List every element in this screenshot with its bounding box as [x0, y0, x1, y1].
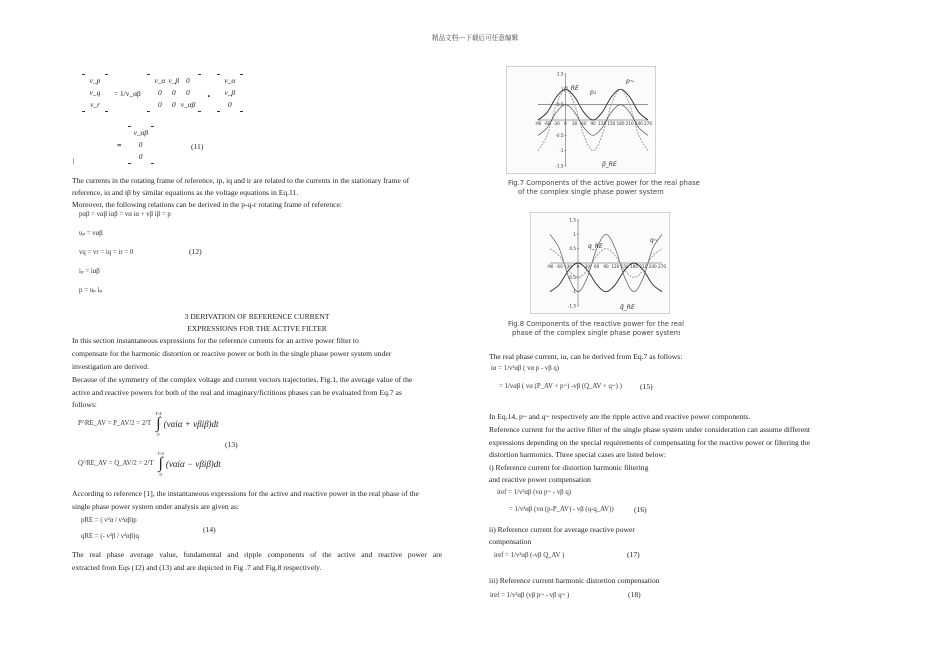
y-tick-label: -0.5 [555, 132, 564, 138]
result-cell: v_αβ [133, 128, 149, 137]
paragraph-line: The real phase current, iα, can be derived from Eq.7 as follows: [489, 352, 683, 361]
x-tick-label: 30 [584, 264, 591, 269]
x-tick-label: -30 [565, 264, 573, 269]
fig7-label-p1: p₁ [590, 89, 597, 96]
x-tick-label: -30 [552, 121, 560, 126]
x-tick-label: 150 [607, 121, 616, 126]
paragraph-line: According to reference [1], the instantaneous expressions for the active and reactive power in the real phase of the [72, 489, 419, 498]
y-tick-label: 1 [573, 231, 576, 237]
eq15-number: (15) [640, 382, 653, 391]
m-cell: v_α [154, 76, 166, 85]
case-heading: i) Reference current for distortion harmonic filtering [489, 463, 649, 472]
eq13-integrand2: (vαiα − vβiβ)dt [165, 459, 221, 469]
x-tick-label: 120 [598, 121, 607, 126]
paragraph-line: investigation are derived. [72, 362, 149, 371]
paragraph-line: expressions depending on the special requirements of compensating for the reactive power or filtering the [489, 438, 810, 447]
paragraph-line: active and reactive powers for both of the real and imaginary/fictitious phases can be evaluated from Eq.7 as [72, 388, 402, 397]
eq12-line: pαβ = vαβ iαβ = vα iα + vβ iβ = p [79, 211, 171, 218]
paragraph-line: single phase power system under analysis are given as: [72, 502, 240, 511]
eq14-number: (14) [203, 525, 216, 534]
paragraph-line: The currents in the rotating frame of reference, ip, iq and ir are related to the currents in the stationary frame of [72, 176, 410, 185]
case-heading-line2: compensation [489, 537, 532, 546]
paragraph-line: Moreover, the following relations can be derived in the p-q-r rotating frame of reference: [72, 200, 343, 209]
integral-glyph: ∫ [158, 455, 163, 472]
result-cell: 0 [138, 152, 143, 161]
x-tick-label: 0 [576, 264, 580, 269]
x-tick-label: 60 [593, 264, 600, 269]
x-tick-label: -90 [546, 264, 554, 269]
text-cursor: | [73, 156, 75, 165]
fig7-caption-line2: of the complex single phase power system [518, 188, 664, 196]
lhs-v-p: v_p [89, 76, 101, 85]
paragraph-line: In this section instantaneous expressions for the reference currents for an active power filter to [72, 336, 359, 345]
section-heading: 3 DERIVATION OF REFERENCE CURRENT [184, 312, 330, 321]
y-tick-label: -1 [571, 289, 576, 295]
eq17-line: iref = 1/v²αβ (-vβ Q_AV ) [494, 552, 565, 559]
equation-11-result [117, 126, 154, 164]
eq16-line: iref = 1/v²αβ (vα p~ - vβ q) [497, 489, 571, 496]
m-cell: v_β [168, 76, 180, 85]
paragraph-line: compensate for the harmonic distortion or reactive power or both in the single phase power system under [72, 349, 392, 358]
case-heading: iii) Reference current harmonic distortion compensation [489, 576, 660, 585]
integral-upper: T/4 [157, 451, 164, 456]
m-cell: 0 [185, 88, 190, 97]
y-tick-label: 0.5 [556, 102, 564, 108]
eq18-line: iref = 1/v²αβ (vβ p~ - vβ q~ ) [490, 592, 570, 599]
x-tick-label: -60 [543, 121, 551, 126]
x-tick-label: 60 [581, 121, 587, 126]
fig7-label-pre: p_RE [564, 85, 579, 92]
fig8-chart [530, 212, 670, 314]
fig7-caption-line1: Fig.7 Components of the active power for the real phase [508, 179, 700, 187]
rhs-cell: 0 [227, 100, 232, 109]
x-tick-label: 30 [571, 121, 578, 126]
y-tick-label: 1.5 [569, 217, 576, 223]
lhs-v-r: v_r [90, 100, 100, 109]
x-tick-label: -60 [555, 264, 563, 269]
eq16-line: = 1/v²αβ (vα (p-P_AV) - vβ (q-q_AV)) [509, 506, 614, 513]
paragraph-line: extracted from Eqs (12) and (13) and are depicted in Fig .7 and Fig.8 respectively. [72, 563, 322, 572]
x-tick-label: 240 [634, 121, 643, 126]
y-tick-label: 1 [560, 86, 564, 92]
m-cell: 0 [171, 88, 176, 97]
paragraph-line: reference, iα and iβ by similar equations as the voltage equations in Eq.11. [72, 188, 299, 197]
section-heading-line2: EXPRESSIONS FOR THE ACTIVE FILTER [187, 324, 327, 333]
x-tick-label: 210 [625, 121, 634, 126]
x-tick-label: 180 [616, 121, 625, 126]
eq13-line2 [78, 451, 221, 477]
eq16-number: (16) [634, 505, 647, 514]
x-tick-label: 90 [603, 264, 609, 269]
eq12-number: (12) [189, 247, 202, 256]
y-tick-label: -1.5 [567, 303, 576, 309]
eq11-factor: = 1/v_αβ [114, 88, 141, 98]
integral-upper: T/4 [155, 411, 162, 416]
x-tick-label: 0 [564, 121, 567, 126]
fig8-label-qr: q~ [650, 237, 659, 244]
eq18-number: (18) [628, 590, 641, 599]
fig8-label-qre: q_RE [588, 243, 603, 250]
x-tick-label: 270 [644, 121, 652, 126]
fig8-caption-line1: Fig.8 Components of the reactive power for the real [508, 320, 684, 328]
y-tick-label: 1.5 [556, 71, 564, 77]
y-tick-label: -1 [559, 148, 564, 154]
x-tick-label: 120 [611, 264, 620, 269]
case-heading-line2: and reactive power compensation [489, 475, 591, 484]
x-tick-label: -90 [534, 121, 542, 126]
eq13-lhs2: Q^RE_AV = Q_AV/2 = 2/T [78, 460, 154, 467]
x-tick-label: 180 [630, 264, 638, 269]
eq13-lhs1: P^RE_AV = P_AV/2 = 2/T [78, 420, 152, 427]
integral-lower: 0 [159, 472, 162, 477]
rhs-vector [217, 74, 243, 112]
case-heading: ii) Reference current for average reactive power [489, 525, 635, 534]
m-cell: 0 [157, 88, 162, 97]
fig8-label-qbottom: q̃_RE [620, 304, 635, 311]
paragraph-line: follows: [72, 400, 97, 409]
y-tick-label: 0.5 [569, 246, 576, 252]
m-cell: 0 [171, 100, 176, 109]
eq13-line1 [78, 411, 219, 437]
fig7-label-pr: p~ [626, 78, 635, 85]
integral-sign [157, 451, 163, 477]
m-cell: 0 [157, 100, 162, 109]
equation-11-matrix [82, 70, 243, 112]
x-tick-label: 210 [639, 264, 648, 269]
integral-glyph: ∫ [156, 415, 161, 432]
x-tick-label: 270 [658, 264, 666, 269]
header-watermark: 精品文档---下载后可任意编辑 [431, 34, 519, 42]
eq11-number: (11) [191, 142, 204, 151]
y-tick-label: -0.5 [567, 274, 576, 280]
result-cell: 0 [138, 140, 143, 149]
paragraph-line: Reference current for the active filter of the single phase system under consideration can assume different [489, 425, 810, 434]
eq14-line: qRE = (- v²β / v²αβ)q [81, 533, 139, 540]
lhs-vector [82, 74, 108, 112]
eq12-line: p = uₚ iₚ [79, 287, 103, 294]
rhs-cell: v_β [224, 88, 236, 97]
x-tick-label: 150 [620, 264, 629, 269]
integral-lower: 0 [157, 432, 160, 437]
eq11-dot: . [206, 84, 211, 101]
x-tick-label: 90 [590, 121, 596, 126]
y-tick-label: -1.5 [555, 163, 564, 169]
m-cell: 0 [185, 76, 190, 85]
x-tick-label: 240 [648, 264, 657, 269]
paragraph-line: distortion harmonics. Three special cases are listed below: [489, 450, 666, 459]
eq15-line: = 1/vαβ ( vα (P_AV + p~) -vβ (Q_AV + q~) ) [499, 383, 622, 390]
eq12-line: iₚ = iαβ [79, 268, 100, 275]
fig8-caption-line2: phase of the complex single phase power system [512, 329, 681, 337]
m-cell: v_αβ [180, 100, 196, 109]
rotation-matrix [147, 74, 201, 112]
integral-sign [155, 411, 161, 437]
paragraph-line: Because of the symmetry of the complex voltage and current vectors trajectories, Fig.1, the average value of the [72, 375, 413, 384]
result-vector [128, 126, 154, 164]
eq12-line: uₚ = vαβ [79, 230, 103, 237]
eq17-number: (17) [627, 550, 640, 559]
eq15-line: iα = 1/v²αβ ( vα p - vβ q) [491, 365, 560, 372]
eq14-line: pRE = ( v²α / v²αβ)p [81, 517, 137, 524]
paragraph-line: The real phase average value, fundamental and ripple components of the active and reactive power are [72, 550, 442, 559]
lhs-v-q: v_q [89, 88, 101, 97]
eq13-integrand1: (vαiα + vβiβ)dt [163, 419, 219, 429]
paragraph-line: In Eq.14, p~ and q~ respectively are the ripple active and reactive power components. [489, 412, 751, 421]
fig7-label-pbottom: p̃_RE [602, 161, 617, 168]
fig7-chart [506, 66, 656, 174]
eq13-number: (13) [225, 440, 238, 449]
rhs-cell: v_α [224, 76, 236, 85]
eq12-line: vq = vr = iq = ir = 0 [79, 249, 134, 256]
eq11-equals: = [117, 140, 122, 150]
